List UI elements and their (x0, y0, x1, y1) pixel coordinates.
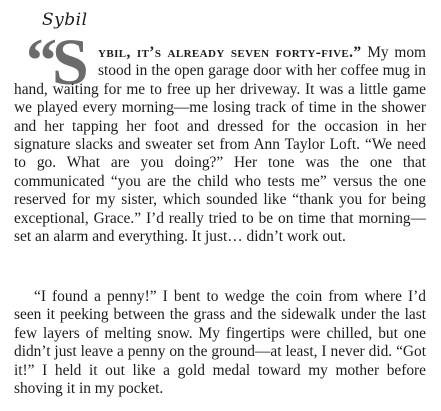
drop-cap-letter: S (52, 26, 89, 99)
lead-in-text: ybil, it’s already seven forty-five.” (98, 44, 362, 61)
chapter-title: Sybil (42, 10, 88, 30)
paragraph-2: “I found a penny!” I bent to wedge the coin from where I’d seen it peeking between the grass and the sidewalk under the last few layers of melting snow. My fingertips were chilled, but one didn’t just leave a penny on the ground—at least, I never did. “Got it!” I held it out like a gold medal toward my mother before shoving it in my pocket. (14, 288, 426, 398)
paragraph-1-text: My mom stood in the open garage door with her coffee mug in hand, waiting for me to free up her driveway. It was a little game we played every morning—me losing track of time in the shower and her tapping her foot and dressed for the occasion in her signature slacks and sweater set from Ann Taylor Loft. “We need to go. What are you doing?” Her tone was the one that communicated “you are the child who tests me” versus the one reserved for my sister, which sounded like “thank you for being exceptional, Grace.” I’d really tried to be on time that morning—set an alarm and everything. It just… didn’t work out. (14, 44, 426, 246)
opening-quote-mark: “ (26, 27, 57, 95)
drop-cap-spacer (14, 44, 98, 78)
paragraph-1 (14, 44, 426, 246)
